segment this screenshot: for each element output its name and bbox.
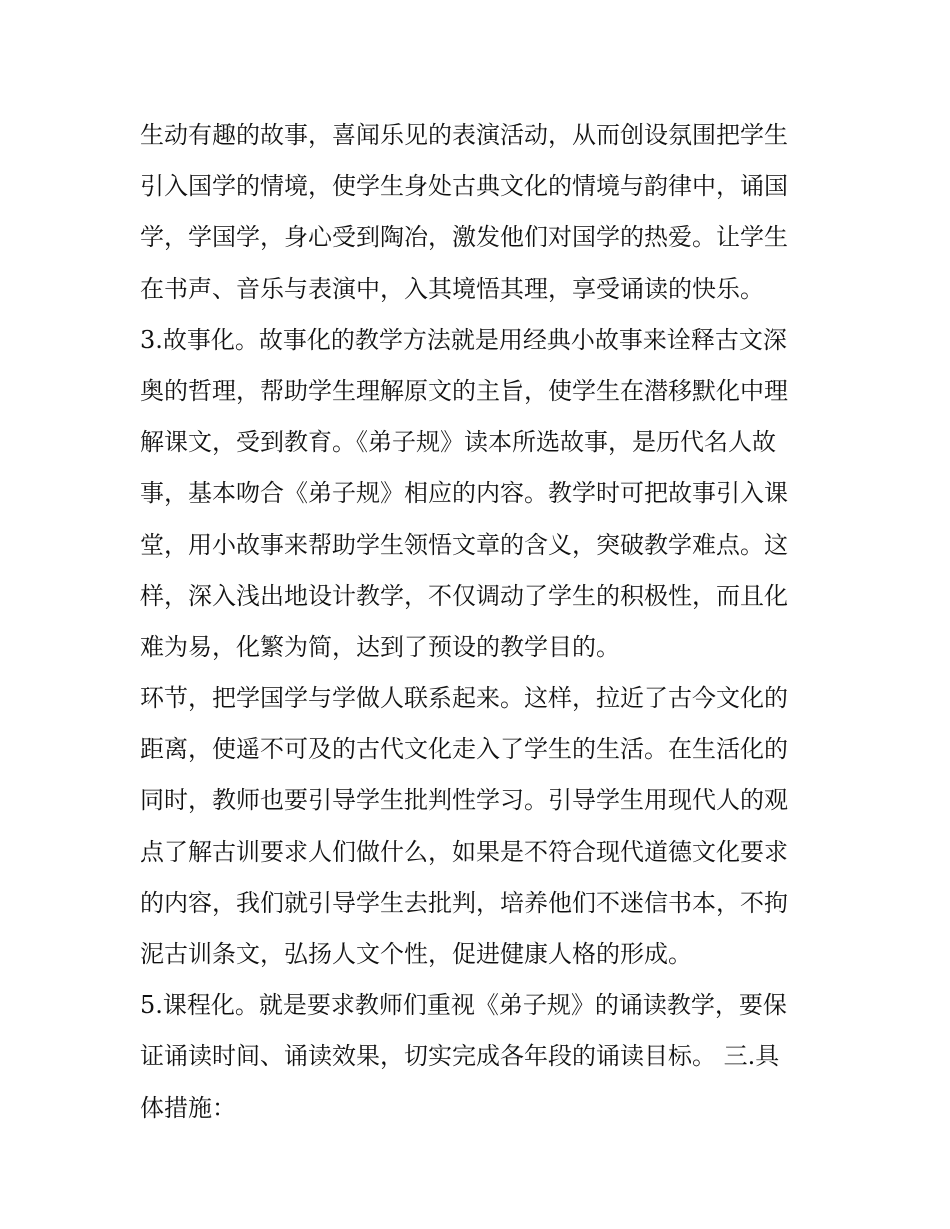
text-line: 5.课程化。就是要求教师们重视《弟子规》的诵读教学，要保 (140, 991, 787, 1020)
text-line: 样，深入浅出地设计教学，不仅调动了学生的积极性，而且化 (140, 581, 788, 610)
text-line: 泥古训条文，弘扬人文个性，促进健康人格的形成。 (140, 940, 692, 968)
text-line: 同时，教师也要引导学生批判性学习。引导学生用现代人的观 (140, 786, 788, 815)
text-line: 环节，把学国学与学做人联系起来。这样，拉近了古今文化的 (140, 684, 788, 713)
text-line: 生动有趣的故事，喜闻乐见的表演活动，从而创设氛围把学生 (140, 121, 788, 149)
text-line: 奥的哲理，帮助学生理解原文的主旨，使学生在潜移默化中理 (140, 376, 788, 405)
text-line: 难为易，化繁为简，达到了预设的教学目的。 (140, 632, 620, 661)
text-line: 学，学国学，身心受到陶冶，激发他们对国学的热爱。让学生 (140, 223, 788, 252)
text-line: 在书声、音乐与表演中，入其境悟其理，享受诵读的快乐。 (140, 274, 764, 303)
body-text (140, 110, 812, 1134)
text-line: 3.故事化。故事化的教学方法就是用经典小故事来诠释古文深 (140, 325, 787, 354)
text-line: 距离，使遥不可及的古代文化走入了学生的生活。在生活化的 (140, 735, 788, 764)
text-line: 点了解古训要求人们做什么，如果是不符合现代道德文化要求 (140, 837, 788, 866)
text-line: 证诵读时间、诵读效果，切实完成各年段的诵读目标。 三.具 (140, 1042, 780, 1071)
text-line: 的内容，我们就引导学生去批判，培养他们不迷信书本，不拘 (140, 888, 788, 917)
text-line: 引入国学的情境，使学生身处古典文化的情境与韵律中，诵国 (140, 172, 788, 201)
text-line: 解课文，受到教育。《弟子规》读本所选故事，是历代名人故 (140, 428, 776, 457)
text-line: 堂，用小故事来帮助学生领悟文章的含义，突破教学难点。这 (140, 530, 788, 559)
text-line: 事，基本吻合《弟子规》相应的内容。教学时可把故事引入课 (140, 479, 788, 508)
text-line: 体措施： (140, 1093, 236, 1122)
